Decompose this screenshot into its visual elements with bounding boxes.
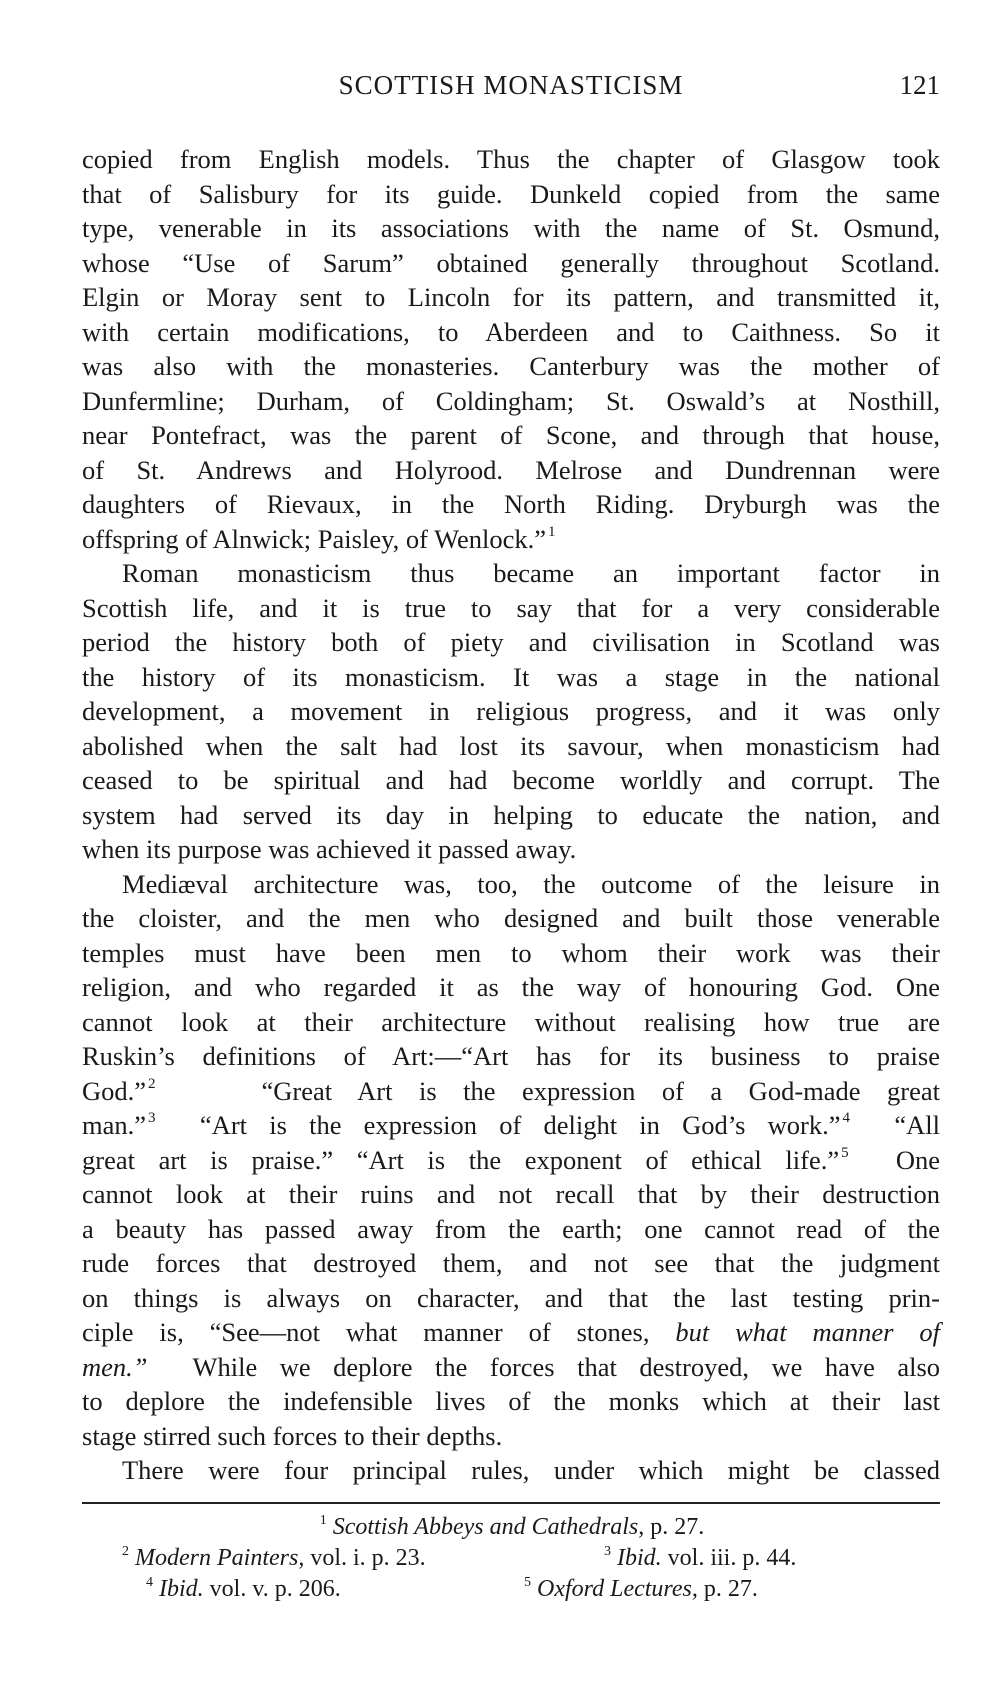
footnote-ref: 1 [548, 523, 556, 540]
footnote-ref-text: p. 27. [650, 1514, 705, 1540]
text-line [82, 1143, 940, 1178]
text-line [82, 522, 940, 557]
text-line: abolished when the salt had lost its savour, when monasticism had [82, 730, 940, 761]
text-line: cannot look at their architecture without realising how true are [82, 1006, 940, 1037]
footnote-title: Ibid. [617, 1545, 662, 1571]
text-fragment: man.” [82, 1110, 147, 1140]
footnote-row [82, 1574, 940, 1605]
running-title: SCOTTISH MONASTICISM [338, 70, 684, 100]
text-line: the cloister, and the men who designed and built those venerable [82, 903, 940, 933]
footnote-ref: 5 [841, 1144, 849, 1161]
text-line: rude forces that destroyed them, and not see that the judgment [82, 1248, 940, 1278]
text-line [82, 1315, 940, 1350]
text-line: to deplore the indefensible lives of the monks which at their last [82, 1386, 940, 1416]
footnote-divider [82, 1502, 940, 1504]
text-line [82, 1074, 940, 1109]
page-header [82, 70, 940, 110]
text-line: system had served its day in helping to educate the nation, and [82, 799, 940, 830]
footnote-row [82, 1512, 940, 1543]
footnote-3 [602, 1543, 796, 1574]
italic-text: but what manner of [675, 1317, 940, 1347]
text-line: on things is always on character, and that the last testing prin- [82, 1282, 940, 1313]
text-line: Mediæval architecture was, too, the outcome of the leisure in [122, 868, 940, 899]
page-number: 121 [899, 70, 940, 100]
text-line: Ruskin’s definitions of Art:—“Art has for its business to praise [82, 1041, 940, 1071]
footnote-2 [120, 1543, 426, 1574]
text-line [82, 1108, 940, 1143]
text-line: temples must have been men to whom their work was their [82, 937, 940, 968]
text-line: Scottish life, and it is true to say that for a very considerable [82, 592, 940, 623]
text-fragment: God.” [82, 1075, 147, 1106]
text-line: period the history both of piety and civilisation in Scotland was [82, 627, 940, 657]
text-line: near Pontefract, was the parent of Scone, and through that house, [82, 420, 940, 450]
footnote-ref-text: vol. i. p. 23. [310, 1545, 426, 1571]
text-line: ceased to be spiritual and had become worldly and corrupt. The [82, 765, 940, 795]
footnote-ref-text: vol. iii. p. 44. [667, 1545, 797, 1571]
text-line: Elgin or Moray sent to Lincoln for its pattern, and transmitted it, [82, 282, 940, 312]
text-line: cannot look at their ruins and not recall that by their destruction [82, 1179, 940, 1209]
text-line: when its purpose was achieved it passed away. [82, 834, 577, 864]
text-line: with certain modifications, to Aberdeen and to Caithness. So it [82, 316, 940, 347]
footnote-row [82, 1543, 940, 1574]
text-line: a beauty has passed away from the earth; one cannot read of the [82, 1213, 940, 1244]
text-line: stage stirred such forces to their depths. [82, 1420, 503, 1451]
footnote-mark: 4 [146, 1575, 153, 1590]
text-line: that of Salisbury for its guide. Dunkeld copied from the same [82, 178, 940, 209]
footnote-title: Scottish Abbeys and Cathedrals, [332, 1514, 645, 1540]
footnote-title: Ibid. [159, 1576, 204, 1602]
footnote-ref: 2 [148, 1075, 156, 1092]
footnote-mark: 5 [524, 1575, 531, 1590]
footnote-mark: 3 [604, 1544, 611, 1559]
footnote-5 [522, 1574, 758, 1605]
footnote-ref-text: p. 27. [703, 1576, 758, 1602]
text-fragment: “All [894, 1110, 940, 1140]
footnote-ref: 4 [842, 1110, 850, 1126]
text-fragment: ciple is, “See—not what manner of stones, [82, 1317, 650, 1347]
text-fragment: While we deplore the forces that destroyed, we have also [192, 1351, 941, 1382]
text-line: the history of its monasticism. It was a stage in the national [82, 661, 940, 692]
footnotes [82, 1512, 940, 1605]
italic-text: men.” [82, 1351, 148, 1382]
body-text [82, 142, 940, 1488]
text-line: Dunfermline; Durham, of Coldingham; St. Oswald’s at Nosthill, [82, 385, 940, 416]
text-line: There were four principal rules, under which might be classed [122, 1455, 940, 1485]
text-line: type, venerable in its associations with the name of St. Osmund, [82, 213, 940, 243]
text-line: daughters of Rievaux, in the North Riding. Dryburgh was the [82, 489, 940, 519]
footnote-title: Modern Painters, [135, 1545, 305, 1571]
footnote-title: Oxford Lectures, [537, 1576, 698, 1602]
footnote-1 [318, 1514, 705, 1540]
footnote-ref-text: vol. v. p. 206. [209, 1576, 341, 1602]
footnote-mark: 1 [319, 1513, 327, 1528]
text-line [82, 1350, 940, 1385]
text-line: religion, and who regarded it as the way of honouring God. One [82, 972, 940, 1002]
text-line: development, a movement in religious progress, and it was only [82, 696, 940, 726]
text-fragment: “Art is the expression of delight in God’s work.” [199, 1110, 841, 1140]
text-line: copied from English models. Thus the chapter of Glasgow took [82, 144, 940, 174]
text-fragment: One [895, 1144, 941, 1175]
footnote-mark: 2 [122, 1544, 129, 1559]
text-fragment: great art is praise.” “Art is the exponent of ethical life.” [82, 1144, 840, 1175]
text-fragment: “Great Art is the expression of a God-made great [261, 1075, 940, 1106]
footnote-ref: 3 [148, 1110, 156, 1126]
text-line: whose “Use of Sarum” obtained generally throughout Scotland. [82, 247, 940, 278]
footnote-4 [144, 1574, 341, 1605]
text-line: Roman monasticism thus became an important factor in [122, 558, 940, 588]
text-line: was also with the monasteries. Canterbury was the mother of [82, 351, 940, 381]
text-fragment: offspring of Alnwick; Paisley, of Wenlock.” [82, 523, 546, 554]
text-line: of St. Andrews and Holyrood. Melrose and Dundrennan were [82, 454, 940, 485]
